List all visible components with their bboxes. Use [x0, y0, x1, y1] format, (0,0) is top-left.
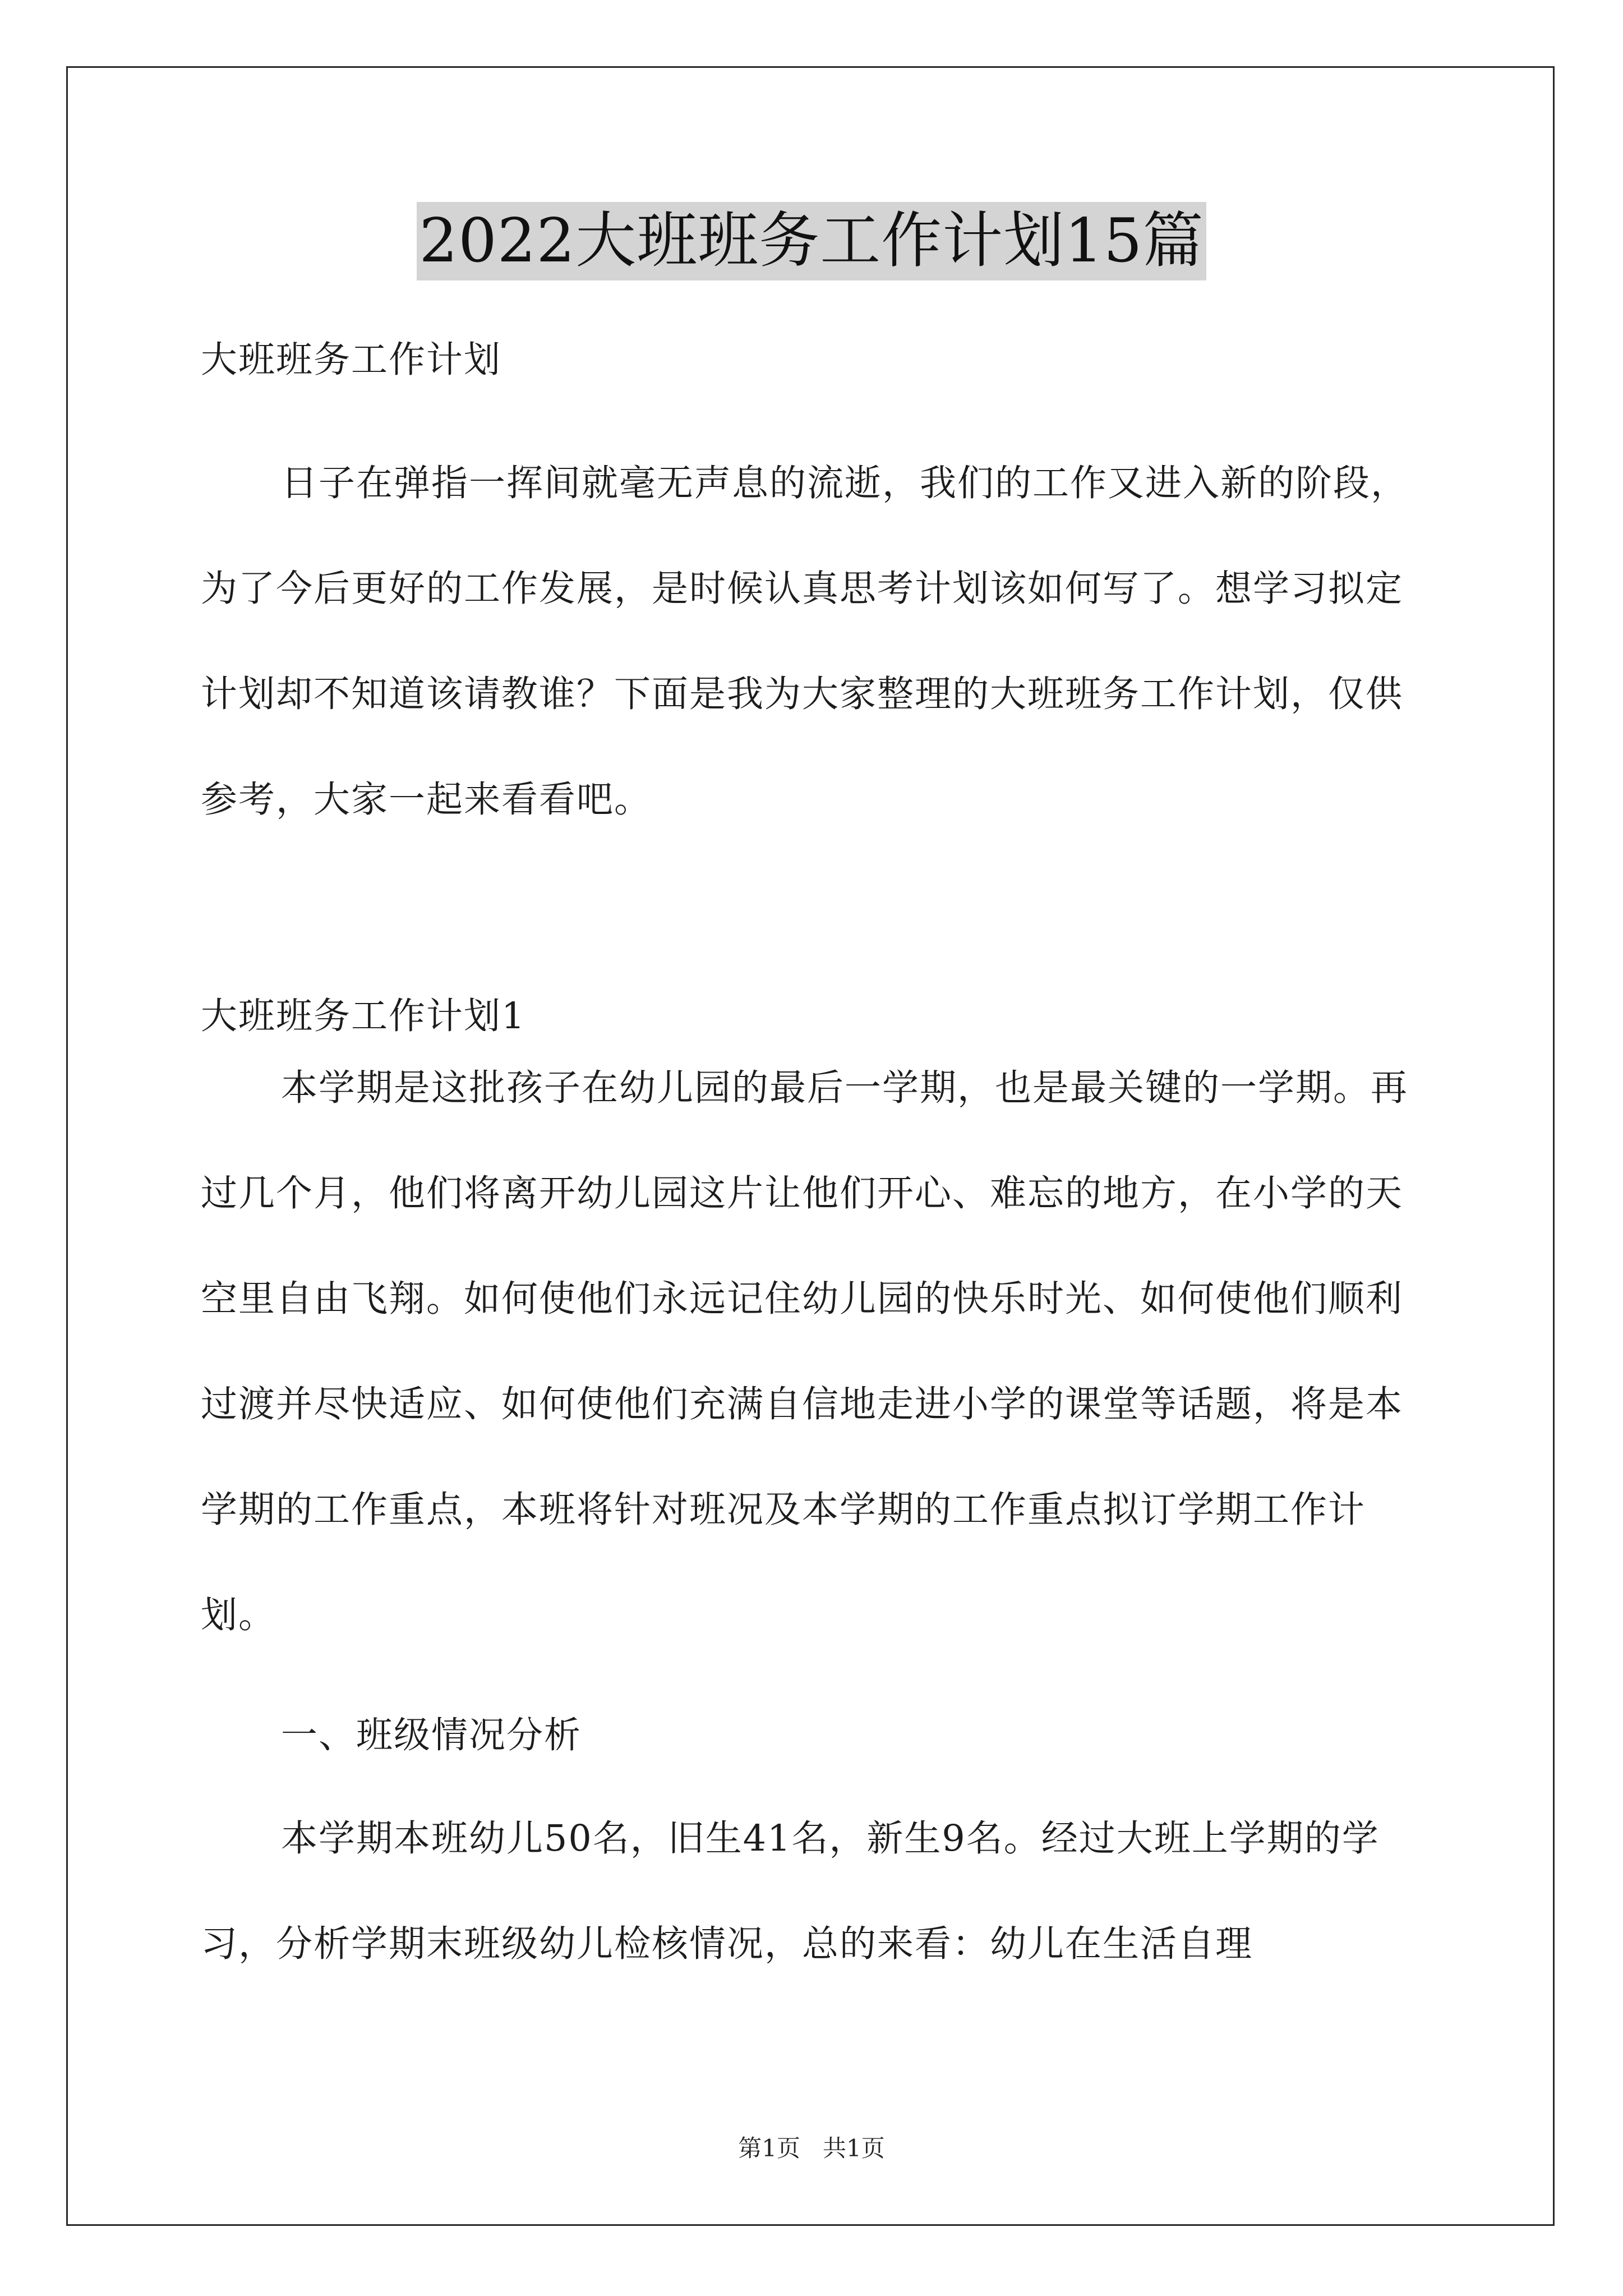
page-total: 共1页	[823, 2134, 885, 2162]
section-heading: 大班班务工作计划	[201, 339, 502, 381]
body-paragraph: 本学期本班幼儿50名，旧生41名，新生9名。经过大班上学期的学习，分析学期末班级幼儿检核情况，总的来看：幼儿在生活自理	[201, 1818, 1380, 1965]
title-container	[0, 202, 1623, 280]
page-number: 第1页	[738, 2134, 800, 2162]
intro-paragraph: 日子在弹指一挥间就毫无声息的流逝，我们的工作又进入新的阶段，为了今后更好的工作发展，是时候认真思考计划该如何写了。想学习拟定计划却不知道该请教谁？下面是我为大家整理的大班班务工作计划，仅供参考，大家一起来看看吧。	[201, 462, 1409, 821]
subsection-heading: 一、班级情况分析	[281, 1714, 582, 1756]
section-heading: 大班班务工作计划1	[201, 995, 526, 1037]
body-paragraph: 本学期是这批孩子在幼儿园的最后一学期，也是最关键的一学期。再过几个月，他们将离开幼儿园这片让他们开心、难忘的地方，在小学的天空里自由飞翔。如何使他们永远记住幼儿园的快乐时光、如何使他们顺利过渡并尽快适应、如何使他们充满自信地走进小学的课堂等话题，将是本学期的工作重点，本班将针对班况及本学期的工作重点拟订学期工作计划。	[201, 1067, 1409, 1636]
page-footer	[0, 2132, 1623, 2165]
document-title: 2022大班班务工作计划15篇	[417, 202, 1206, 280]
